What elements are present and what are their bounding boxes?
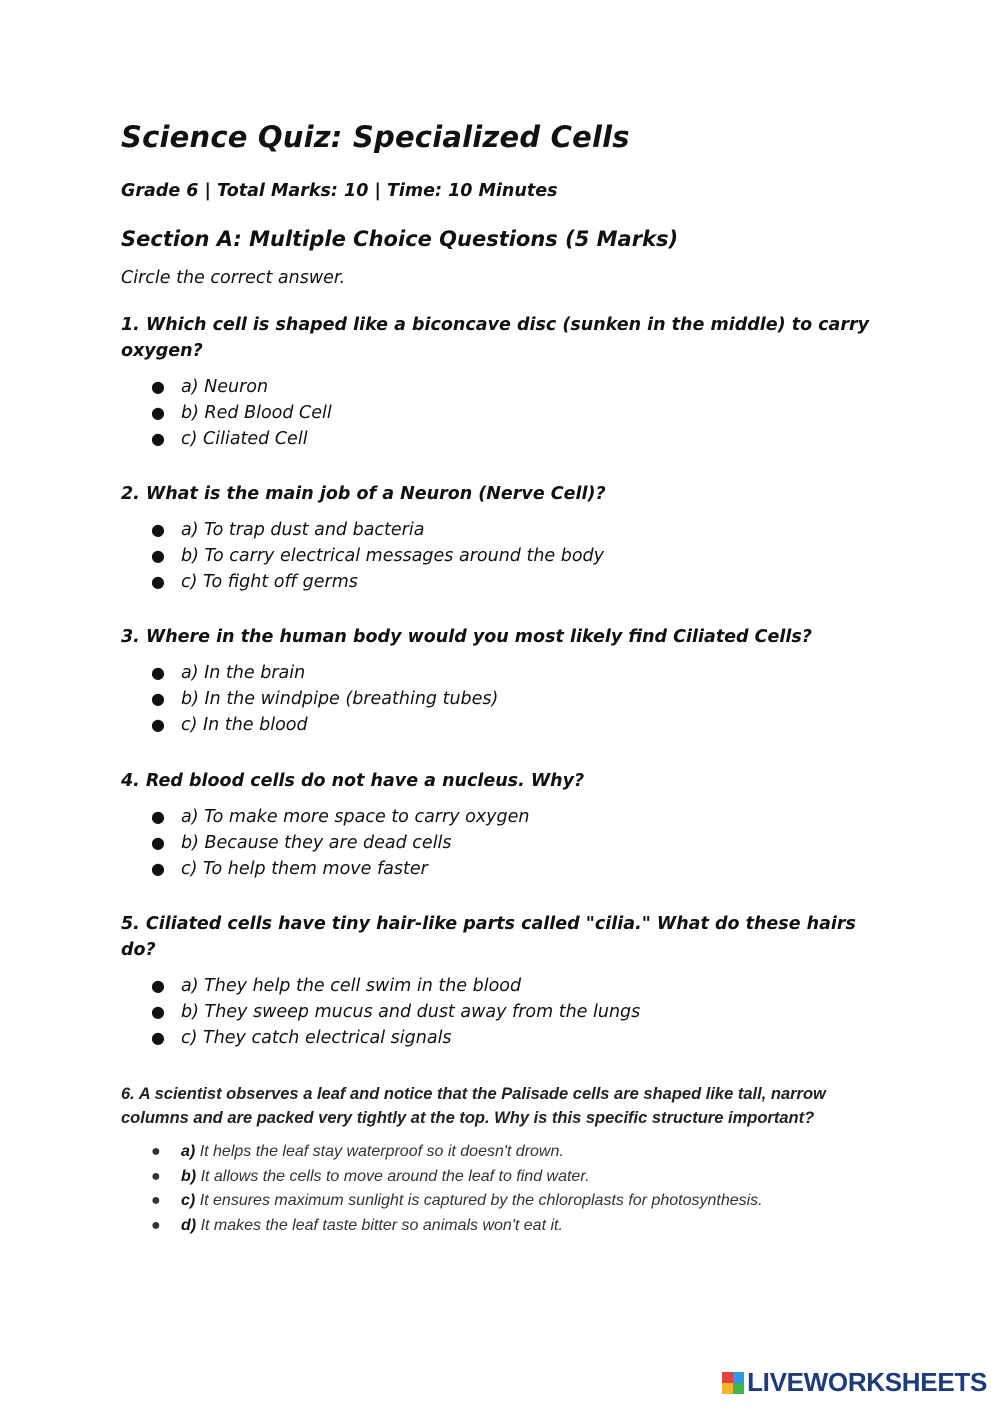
- liveworksheets-logo: [722, 1367, 987, 1398]
- question-text: 4. Red blood cells do not have a nucleus. Why?: [121, 771, 585, 791]
- bullet-icon: ●: [151, 377, 165, 396]
- options-list: [121, 973, 881, 1051]
- option-c[interactable]: [121, 1025, 881, 1051]
- logo-squares-icon: [722, 1372, 744, 1394]
- option-a[interactable]: [121, 1140, 881, 1165]
- option-a[interactable]: [121, 973, 881, 999]
- option-letter: c): [181, 1192, 196, 1209]
- option-text: a) Neuron: [181, 377, 269, 397]
- option-text: It allows the cells to move around the leaf to find water.: [200, 1167, 590, 1185]
- logo-square: [722, 1383, 733, 1394]
- question-text: 6. A scientist observes a leaf and notice that the Palisade cells are shaped like tall, narrow columns and are packed very tightly at the top. Why is this specific structure important?: [121, 1085, 826, 1127]
- option-text: a) To trap dust and bacteria: [181, 520, 425, 540]
- option-b[interactable]: [121, 999, 881, 1025]
- instruction-text: Circle the correct answer.: [121, 268, 346, 288]
- option-c[interactable]: [121, 856, 881, 882]
- option-c[interactable]: [121, 712, 881, 738]
- option-b[interactable]: [121, 543, 881, 569]
- bullet-icon: ●: [151, 976, 165, 995]
- option-a[interactable]: [121, 374, 881, 400]
- options-list: [121, 804, 881, 882]
- option-c[interactable]: [121, 569, 881, 595]
- quiz-title: Science Quiz: Specialized Cells: [121, 120, 630, 154]
- question-text: 2. What is the main job of a Neuron (Nerve Cell)?: [121, 484, 606, 504]
- logo-square: [733, 1372, 744, 1383]
- bullet-icon: ●: [151, 1002, 165, 1021]
- option-text: c) In the blood: [181, 715, 308, 735]
- option-letter: a): [181, 1143, 196, 1160]
- question-text: 3. Where in the human body would you most likely find Ciliated Cells?: [121, 627, 812, 647]
- options-list: [121, 517, 881, 595]
- option-letter: b): [181, 1167, 197, 1185]
- options-list: [121, 660, 881, 738]
- bullet-icon: ●: [151, 663, 165, 682]
- bullet-icon: ●: [151, 807, 165, 826]
- option-b[interactable]: [121, 1165, 881, 1190]
- bullet-icon: ●: [151, 572, 165, 591]
- question-5: [121, 911, 881, 1051]
- bullet-icon: ●: [151, 520, 165, 539]
- question-1: [121, 312, 881, 452]
- bullet-icon: ●: [151, 1028, 165, 1047]
- question-3: [121, 624, 881, 738]
- option-c[interactable]: [121, 1189, 881, 1214]
- option-text: It makes the leaf taste bitter so animals won't eat it.: [200, 1216, 563, 1234]
- question-text: 1. Which cell is shaped like a biconcave disc (sunken in the middle) to carry oxygen?: [121, 315, 870, 361]
- option-text: c) Ciliated Cell: [181, 429, 308, 449]
- option-text: b) Because they are dead cells: [181, 833, 452, 853]
- option-text: It ensures maximum sunlight is captured by the chloroplasts for photosynthesis.: [199, 1192, 763, 1209]
- bullet-icon: ●: [151, 429, 165, 448]
- bullet-icon: ●: [151, 859, 165, 878]
- section-heading: Section A: Multiple Choice Questions (5 Marks): [121, 227, 679, 251]
- logo-text: LIVEWORKSHEETS: [747, 1367, 987, 1397]
- bullet-icon: ●: [151, 1143, 161, 1160]
- question-text: 5. Ciliated cells have tiny hair-like parts called "cilia." What do these hairs do?: [121, 914, 856, 960]
- option-text: b) They sweep mucus and dust away from the lungs: [181, 1002, 641, 1022]
- bullet-icon: ●: [151, 1167, 161, 1185]
- question-6: [121, 1082, 881, 1238]
- option-text: b) In the windpipe (breathing tubes): [181, 689, 499, 709]
- question-2: [121, 481, 881, 595]
- option-b[interactable]: [121, 686, 881, 712]
- logo-square: [722, 1372, 733, 1383]
- option-a[interactable]: [121, 804, 881, 830]
- option-a[interactable]: [121, 517, 881, 543]
- options-list: [121, 1140, 881, 1238]
- option-b[interactable]: [121, 400, 881, 426]
- options-list: [121, 374, 881, 452]
- question-4: [121, 768, 881, 882]
- bullet-icon: ●: [151, 1192, 161, 1209]
- option-text: b) To carry electrical messages around the body: [181, 546, 605, 566]
- option-b[interactable]: [121, 830, 881, 856]
- option-a[interactable]: [121, 660, 881, 686]
- option-letter: d): [181, 1216, 197, 1234]
- quiz-subtitle: Grade 6 | Total Marks: 10 | Time: 10 Minutes: [121, 181, 558, 201]
- option-d[interactable]: [121, 1214, 881, 1239]
- option-text: a) To make more space to carry oxygen: [181, 807, 530, 827]
- bullet-icon: ●: [151, 715, 165, 734]
- option-text: It helps the leaf stay waterproof so it doesn't drown.: [199, 1143, 564, 1160]
- option-text: a) They help the cell swim in the blood: [181, 976, 522, 996]
- bullet-icon: ●: [151, 833, 165, 852]
- option-text: c) To help them move faster: [181, 859, 428, 879]
- bullet-icon: ●: [151, 403, 165, 422]
- bullet-icon: ●: [151, 546, 165, 565]
- bullet-icon: ●: [151, 689, 165, 708]
- logo-square: [733, 1383, 744, 1394]
- option-text: c) They catch electrical signals: [181, 1028, 452, 1048]
- option-c[interactable]: [121, 426, 881, 452]
- option-text: b) Red Blood Cell: [181, 403, 332, 423]
- option-text: a) In the brain: [181, 663, 306, 683]
- option-text: c) To fight off germs: [181, 572, 358, 592]
- bullet-icon: ●: [151, 1216, 161, 1234]
